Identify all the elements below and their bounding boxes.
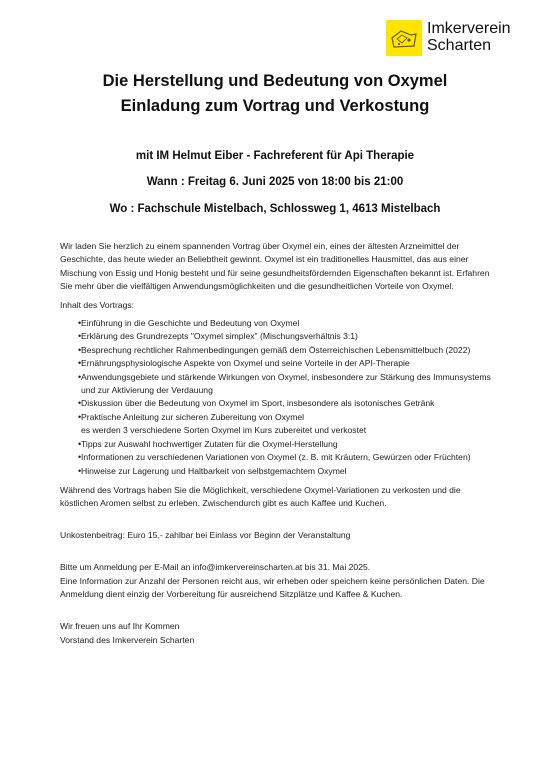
club-logo [386,20,511,56]
speaker-line: mit IM Helmut Eiber - Fachreferent für Api Therapie [135,150,415,162]
list-item [60,438,492,451]
list-item-subtext: es werden 3 verschiedene Sorten Oxymel im Kurs zubereitet und verkostet [81,425,367,436]
logo-line-1: Imkerverein [427,20,511,37]
list-item [60,344,492,357]
list-item [60,465,492,478]
content-heading: Inhalt des Vortrags: [60,299,135,310]
list-item [60,451,492,464]
list-item [60,371,492,398]
list-item-text: Anwendungsgebiete und stärkende Wirkungen von Oxymel, insbesondere zur Stärkung des Immunsystems und zur Aktivierung der Verdauung [81,371,491,396]
list-item-text: Besprechung rechtlicher Rahmenbedingungen gemäß dem Österreichischen Lebensmittelbuch (2022) [81,344,471,355]
title-line-2: Einladung zum Vortrag und Verkostung [120,97,430,115]
list-item [60,330,492,343]
intro-paragraph: Wir laden Sie herzlich zu einem spannenden Vortrag über Oxymel ein, eines der ältesten Arzneimittel der Geschichte, das heute wieder an Beliebtheit gewinnt. Oxymel ist ein traditionelles Hausmittel, das aus einer Mischung von Essig und Honig besteht und für seine gesundheitsfördernden Eigenschaften bekannt ist. Erfahren Sie mehr über die vielfältigen Anwendungsmöglichkeiten und die gesundheitlichen Vorteile von Oxymel. [60,241,490,292]
list-item-text: Erklärung des Grundrezepts "Oxymel simplex" (Mischungsverhältnis 3:1) [81,331,358,342]
list-item-text: Ernährungsphysiologische Aspekte von Oxymel und seine Vorteile in der API-Therapie [81,358,410,369]
date-time-line: Wann : Freitag 6. Juni 2025 von 18:00 bis 21:00 [146,176,404,188]
document-title [0,69,550,119]
list-item-text: Hinweise zur Lagerung und Haltbarkeit von selbstgemachtem Oxymel [81,465,347,476]
list-item [60,397,492,410]
list-item [60,317,492,330]
tasting-paragraph: Während des Vortrags haben Sie die Möglichkeit, verschiedene Oxymel-Variationen zu verkosten und die köstlichen Aromen selbst zu erleben. Zwischendurch gibt es auch Kaffee und Kuchen. [60,484,461,509]
title-line-1: Die Herstellung und Bedeutung von Oxymel [102,72,448,90]
list-item-text: Einführung in die Geschichte und Bedeutung von Oxymel [81,318,300,329]
fee-paragraph: Unkostenbeitrag: Euro 15,- zahlbar bei Einlass vor Beginn der Veranstaltung [60,529,351,540]
closing-line-2: Vorstand des Imkerverein Scharten [60,634,195,645]
list-item-text: Tipps zur Auswahl hochwertiger Zutaten für die Oxymel-Herstellung [81,438,338,449]
registration-line-1: Bitte um Anmeldung per E-Mail an info@imkervereinscharten.at bis 31. Mai 2025. [60,562,371,573]
content-list [60,317,492,478]
hive-icon [389,26,419,50]
list-item [60,357,492,370]
logo-line-2: Scharten [427,37,492,54]
location-line: Wo : Fachschule Mistelbach, Schlossweg 1, 4613 Mistelbach [109,203,441,215]
list-item-text: Diskussion über die Bedeutung von Oxymel im Sport, insbesondere als isotonisches Getränk [81,398,435,409]
closing-line-1: Wir freuen uns auf Ihr Kommen [60,621,180,632]
body-text [60,240,492,647]
logo-text [427,20,511,54]
list-item-text: • Praktische Anleitung zur sicheren Zubereitung von Oxymel [81,411,305,422]
list-item [60,411,492,438]
logo-box [386,20,422,56]
registration-line-2: Eine Information zur Anzahl der Personen reicht aus, wir erheben oder speichern keine persönlichen Daten. Die Anmeldung dient einzig der Vorbereitung für ausreichend Sitzplätze und Kaffee & Kuchen. [60,575,485,599]
list-item-text: Informationen zu verschiedenen Variationen von Oxymel (z. B. mit Kräutern, Gewürzen oder Früchten) [81,452,471,463]
